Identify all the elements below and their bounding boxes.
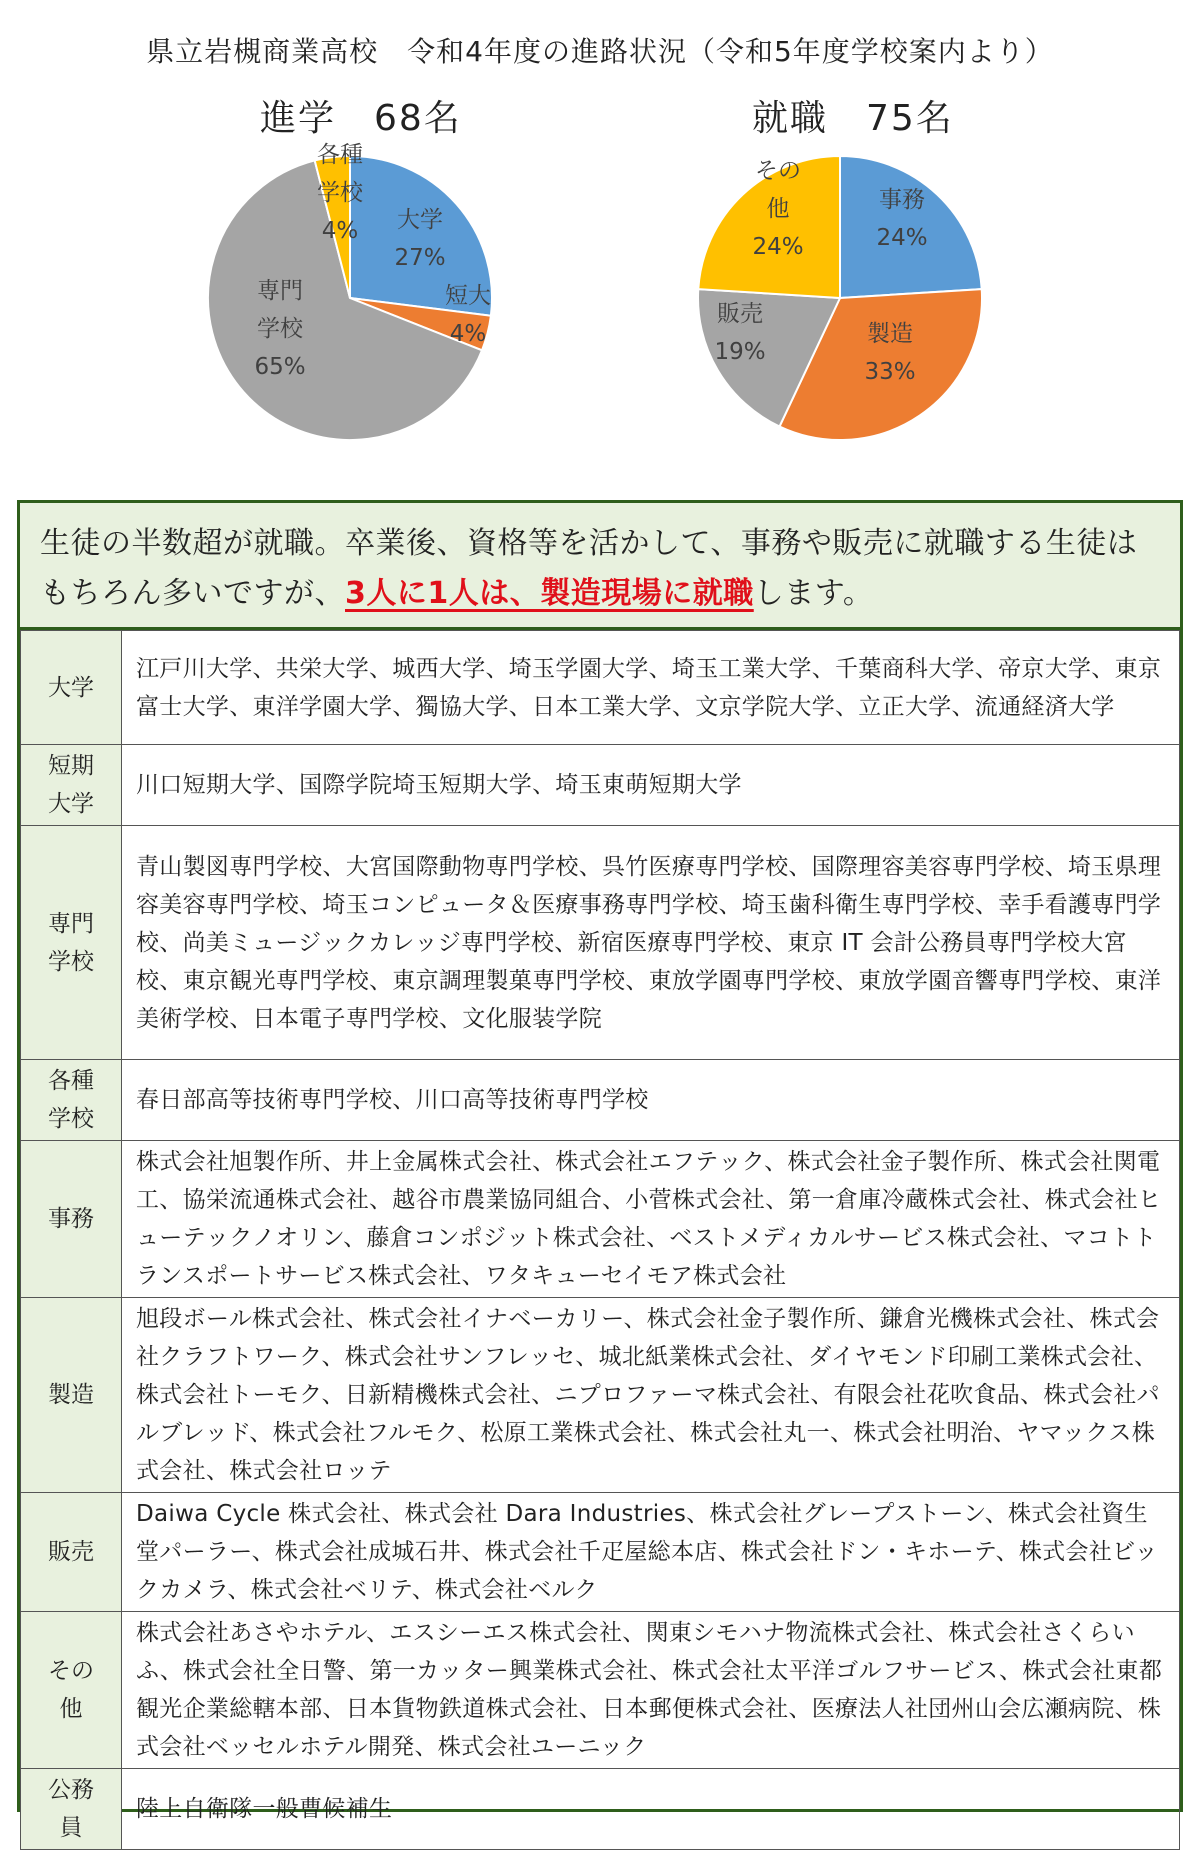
slice-label: 短大 4% — [445, 283, 491, 347]
category-label: その他 — [48, 1658, 94, 1722]
content-cell: 春日部高等技術専門学校、川口高等技術専門学校 — [122, 1060, 1180, 1141]
content-cell: 青山製図専門学校、大宮国際動物専門学校、呉竹医療専門学校、国際理容美容専門学校、埼玉県理容美容専門学校、埼玉コンピュータ＆医療事務専門学校、埼玉歯科衛生専門学校、幸手看護専門学校、尚美ミュージックカレッジ専門学校、新宿医療専門学校、東京 IT 会計公務員専門学校大宮校、東京観光専門学校、東京調理製菓専門学校、東放学園専門学校、東放学園音響専門学校、東洋美術学校、日本電子専門学校、文化服装学院 — [122, 826, 1180, 1060]
page-title: 県立岩槻商業高校 令和4年度の進路状況（令和5年度学校案内より） — [146, 35, 1054, 68]
category-cell — [21, 1060, 122, 1141]
slice-label: 各種学校 4% — [317, 142, 363, 244]
category-cell — [21, 1141, 122, 1298]
slice-label: 専門学校 65% — [254, 278, 306, 380]
category-label: 販売 — [48, 1539, 94, 1565]
category-cell — [21, 826, 122, 1060]
career-list-box — [17, 500, 1183, 1841]
career-table — [20, 630, 1180, 1850]
pie-chart-shingaku — [190, 130, 510, 460]
category-cell — [21, 1612, 122, 1769]
table-row — [21, 1141, 1180, 1298]
table-row — [21, 1493, 1180, 1612]
slice-label: 大学 27% — [394, 207, 446, 271]
content-cell: 陸上自衛隊一般曹候補生 — [122, 1769, 1180, 1850]
category-cell — [21, 1769, 122, 1850]
category-label: 短期大学 — [48, 753, 94, 817]
table-row — [21, 745, 1180, 826]
table-row — [21, 826, 1180, 1060]
table-row — [21, 1060, 1180, 1141]
content-cell: 株式会社あさやホテル、エスシーエス株式会社、関東シモハナ物流株式会社、株式会社さくらいふ、株式会社全日警、第一カッター興業株式会社、株式会社太平洋ゴルフサービス、株式会社東都観光企業総轄本部、日本貨物鉄道株式会社、日本郵便株式会社、医療法人社団州山会広瀬病院、株式会社ベッセルホテル開発、株式会社ユーニック — [122, 1612, 1180, 1769]
category-cell — [21, 631, 122, 745]
chart-title-shingaku: 進学 68名 — [260, 98, 462, 139]
category-label: 専門学校 — [48, 910, 94, 975]
pie-chart-shushoku — [680, 130, 1000, 460]
table-row — [21, 1612, 1180, 1769]
charts-area — [0, 90, 1200, 470]
slice-label: 販売 19% — [714, 301, 766, 365]
banner-highlight: 3人に1人は、製造現場に就職 — [345, 576, 754, 611]
table-row — [21, 631, 1180, 745]
content-cell: 江戸川大学、共栄大学、城西大学、埼玉学園大学、埼玉工業大学、千葉商科大学、帝京大学、東京富士大学、東洋学園大学、獨協大学、日本工業大学、文京学院大学、立正大学、流通経済大学 — [122, 631, 1180, 745]
category-cell — [21, 745, 122, 826]
slice-label: その他 24% — [752, 158, 804, 260]
category-cell — [21, 1493, 122, 1612]
category-label: 各種学校 — [48, 1068, 94, 1132]
category-label: 製造 — [48, 1382, 94, 1408]
banner-text-before: 生徒の半数超が就職。卒業後、資格等を活かして、事務や販売に就職する生徒はもちろん多いですが、 — [40, 526, 1138, 611]
category-label: 大学 — [48, 674, 94, 701]
content-cell: 旭段ボール株式会社、株式会社イナベーカリー、株式会社金子製作所、鎌倉光機株式会社、株式会社クラフトワーク、株式会社サンフレッセ、城北紙業株式会社、ダイヤモンド印刷工業株式会社、株式会社トーモク、日新精機株式会社、ニプロファーマ株式会社、有限会社花吹食品、株式会社パルブレッド、株式会社フルモク、松原工業株式会社、株式会社丸一、株式会社明治、ヤマックス株式会社、株式会社ロッテ — [122, 1298, 1180, 1493]
banner-text-after: します。 — [753, 576, 874, 611]
slice-label: 事務 24% — [876, 187, 928, 251]
category-label: 事務 — [48, 1206, 94, 1232]
content-cell: 川口短期大学、国際学院埼玉短期大学、埼玉東萌短期大学 — [122, 745, 1180, 826]
category-label: 公務員 — [48, 1777, 94, 1841]
summary-banner — [20, 503, 1180, 630]
content-cell: 株式会社旭製作所、井上金属株式会社、株式会社エフテック、株式会社金子製作所、株式会社関電工、協栄流通株式会社、越谷市農業協同組合、小菅株式会社、第一倉庫冷蔵株式会社、株式会社ヒューテックノオリン、藤倉コンポジット株式会社、ベストメディカルサービス株式会社、マコトトランスポートサービス株式会社、ワタキューセイモア株式会社 — [122, 1141, 1180, 1298]
category-cell — [21, 1298, 122, 1493]
table-row — [21, 1769, 1180, 1850]
slice-label: 製造 33% — [864, 321, 916, 385]
chart-title-shushoku: 就職 75名 — [752, 98, 954, 139]
content-cell: Daiwa Cycle 株式会社、株式会社 Dara Industries、株式会社グレープストーン、株式会社資生堂パーラー、株式会社成城石井、株式会社千疋屋総本店、株式会社ドン・キホーテ、株式会社ビックカメラ、株式会社ベリテ、株式会社ベルク — [122, 1493, 1180, 1612]
table-row — [21, 1298, 1180, 1493]
